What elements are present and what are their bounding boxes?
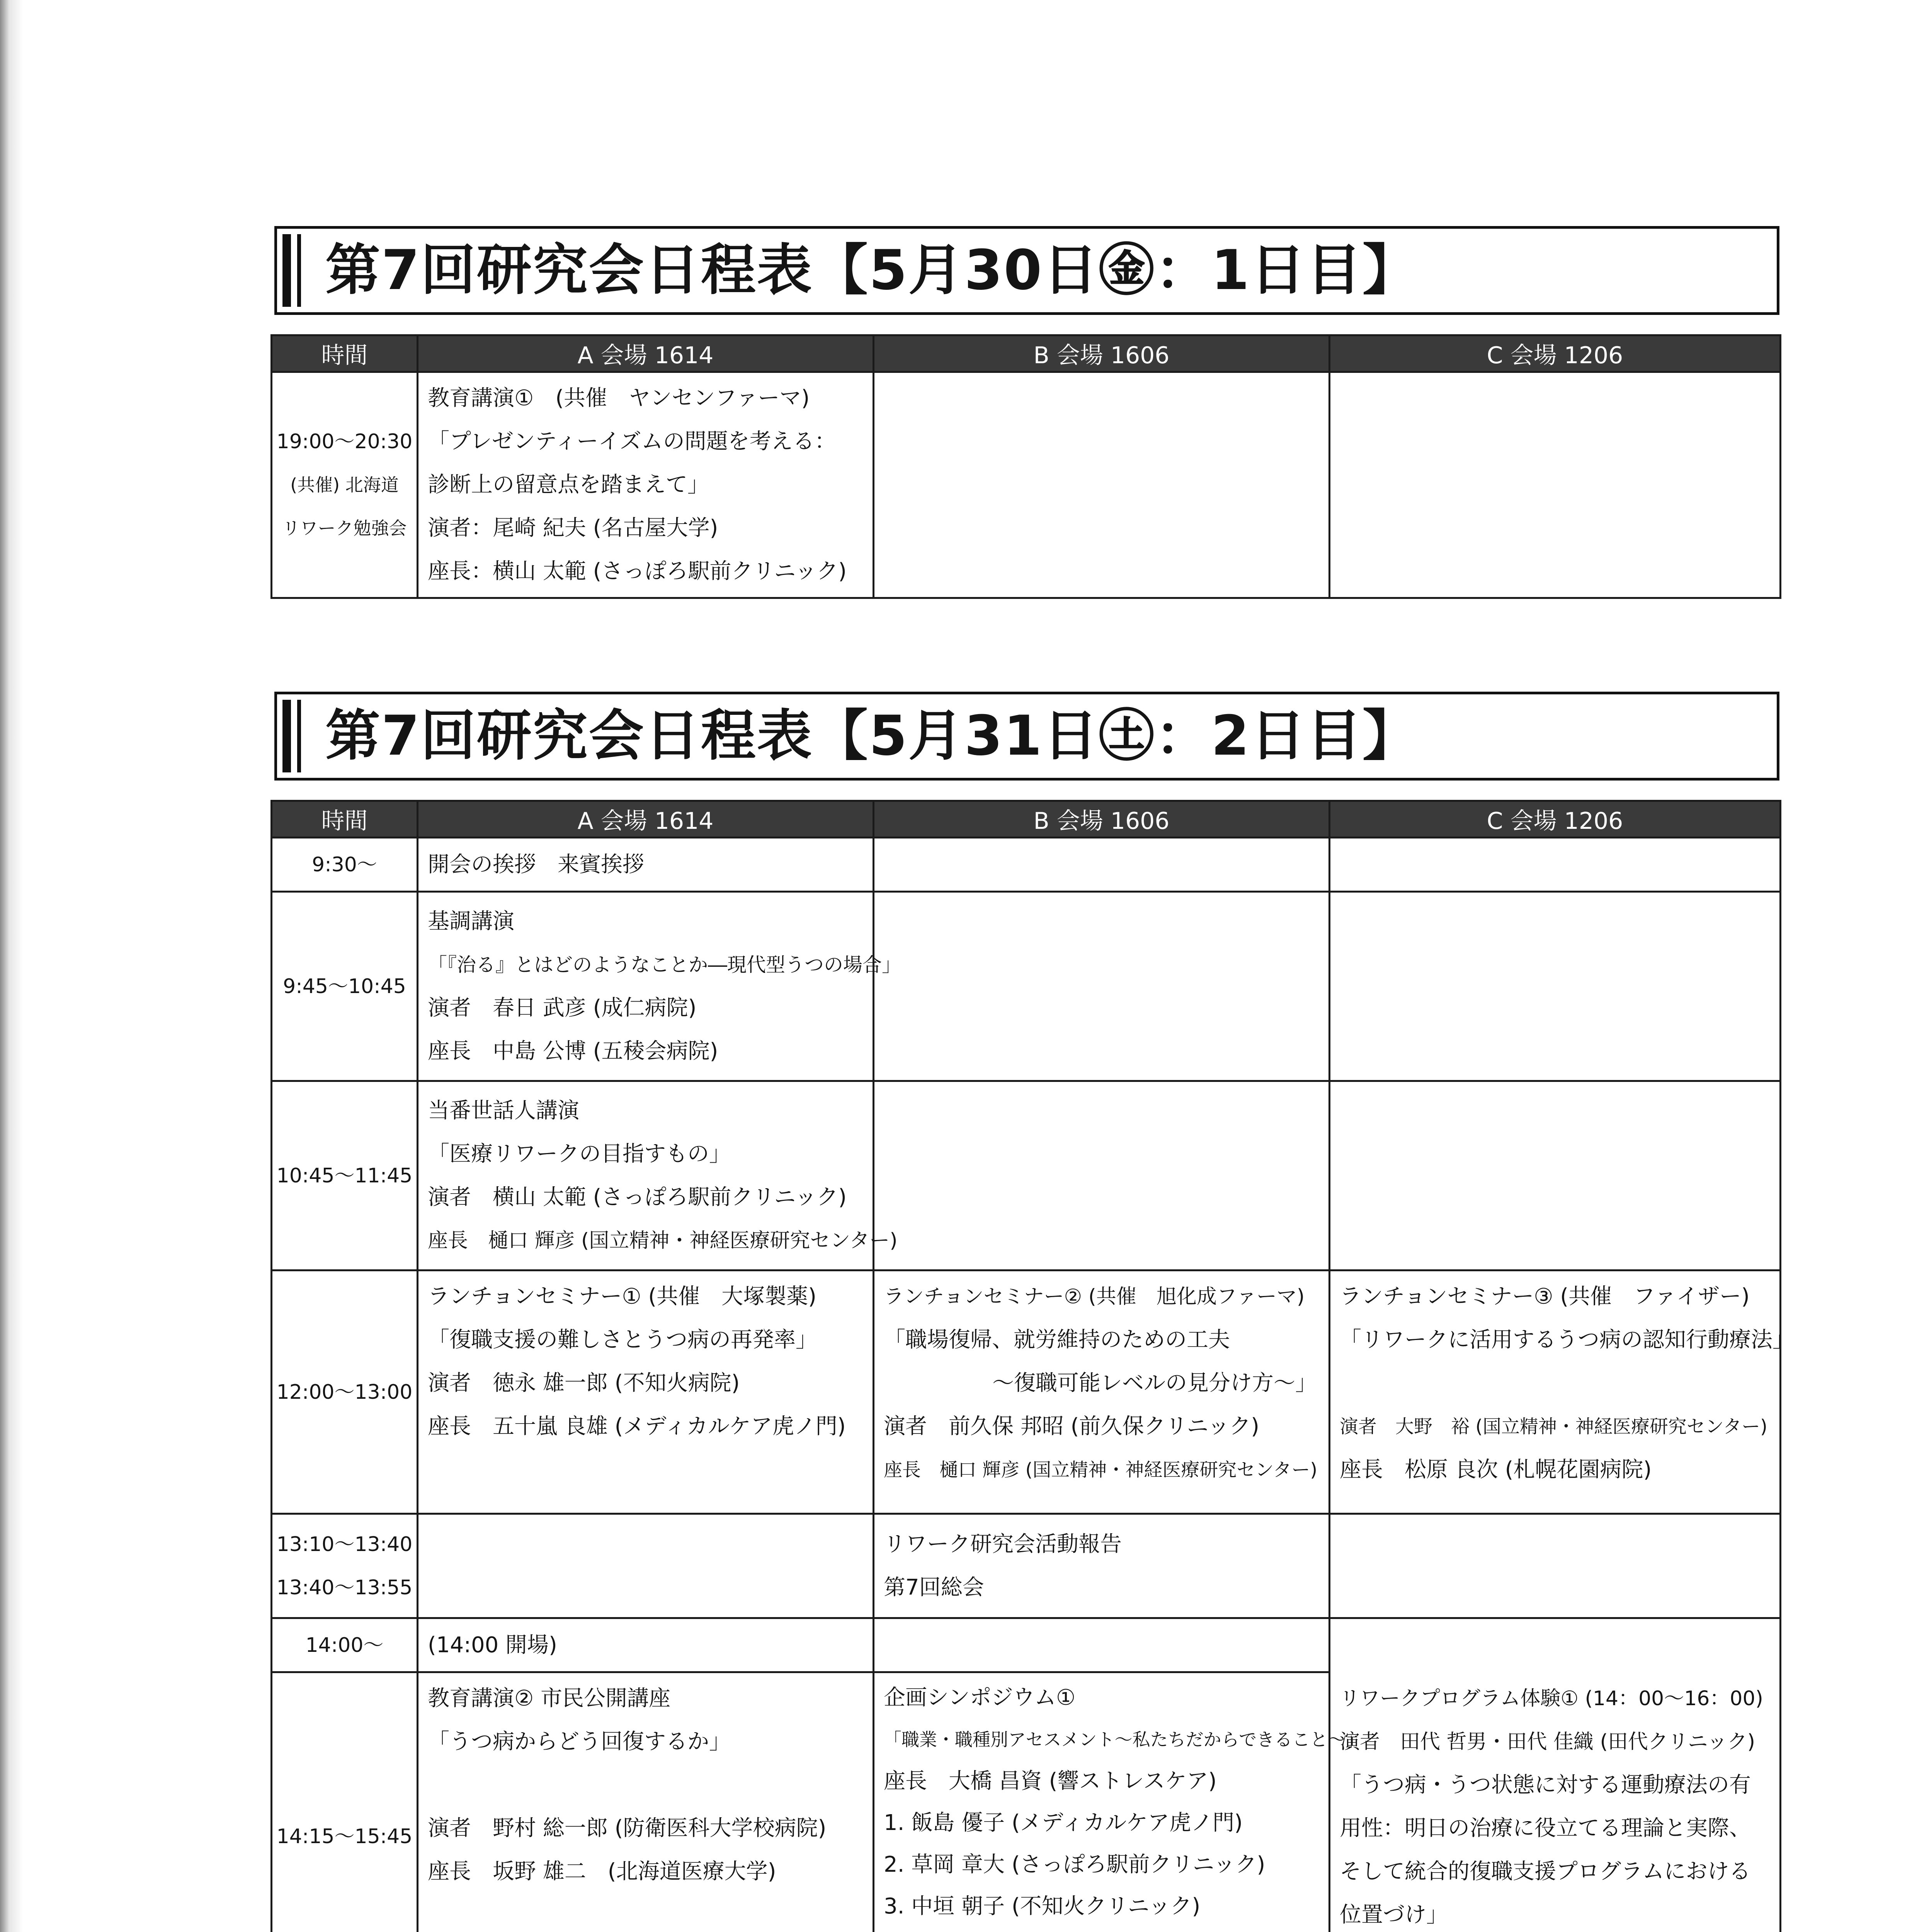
room-c-cell bbox=[1330, 1081, 1781, 1270]
session-line: 演者 徳永 雄一郎 (不知火病院) bbox=[428, 1371, 740, 1396]
room-c-cell bbox=[1330, 1514, 1781, 1618]
time-text: 13:40～13:55 bbox=[276, 1576, 413, 1599]
room-a-cell bbox=[418, 372, 874, 598]
room-c-cell bbox=[1330, 1618, 1781, 1932]
room-a-cell bbox=[418, 1270, 874, 1514]
session-line: 第7回総会 bbox=[884, 1575, 984, 1600]
session-line: 「プレゼンティーイズムの問題を考える： bbox=[428, 429, 836, 454]
banner-bar bbox=[297, 700, 301, 772]
table-row bbox=[272, 838, 1781, 892]
room-a-cell bbox=[418, 1618, 874, 1672]
banner-bar bbox=[297, 234, 301, 307]
session-line bbox=[884, 1927, 1321, 1932]
session-line: 「職業・職種別アセスメント～私たちだからできること～」 bbox=[884, 1729, 1364, 1750]
table-row bbox=[272, 892, 1781, 1081]
session-line: ランチョンセミナー① (共催 大塚製薬) bbox=[428, 1284, 817, 1309]
session-line: 演者：尾崎 紀夫 (名古屋大学) bbox=[428, 515, 718, 541]
room-b-cell bbox=[874, 1672, 1364, 1932]
time-text: 13:10～13:40 bbox=[276, 1532, 413, 1556]
room-a-cell bbox=[418, 1081, 898, 1270]
session-line: 演者 前久保 邦昭 (前久保クリニック) bbox=[884, 1414, 1259, 1439]
session-line: 「復職支援の難しさとうつ病の再発率」 bbox=[428, 1327, 817, 1352]
time-cell: 14:15～15:45 bbox=[272, 1672, 418, 1932]
header-room-c: C 会場 1206 bbox=[1330, 801, 1781, 838]
session-line: 座長：横山 太範 (さっぽろ駅前クリニック) bbox=[428, 559, 847, 584]
session-line: 3. 中垣 朝子 (不知火クリニック) bbox=[884, 1894, 1201, 1919]
session-line: 診断上の留意点を踏まえて」 bbox=[428, 472, 709, 497]
table-header-row bbox=[272, 335, 1781, 372]
session-line: 「『治る』とはどのようなことか―現代型うつの場合」 bbox=[428, 953, 901, 976]
session-line: 「うつ病からどう回復するか」 bbox=[428, 1729, 731, 1754]
header-room-c: C 会場 1206 bbox=[1330, 335, 1781, 372]
session-line bbox=[428, 1764, 865, 1807]
cohost-text: (共催) 北海道 bbox=[290, 474, 399, 495]
header-room-a: A 会場 1614 bbox=[418, 801, 874, 838]
session-line: 座長 大橋 昌資 (響ストレスケア) bbox=[884, 1769, 1217, 1794]
session-line: 演者 大野 裕 (国立精神・神経医療研究センター) bbox=[1340, 1416, 1767, 1437]
room-a-cell bbox=[418, 892, 901, 1081]
session-line: 座長 中島 公博 (五稜会病院) bbox=[428, 1038, 718, 1064]
session-line: リワーク研究会活動報告 bbox=[884, 1531, 1122, 1557]
session-line: 座長 松原 良次 (札幌花園病院) bbox=[1340, 1457, 1652, 1482]
session-line: ランチョンセミナー③ (共催 ファイザー) bbox=[1340, 1284, 1750, 1309]
binding-edge-shadow bbox=[0, 0, 23, 1932]
session-line: 位置づけ」 bbox=[1340, 1902, 1448, 1927]
table-row bbox=[272, 372, 1781, 598]
time-cell: 9:45～10:45 bbox=[272, 892, 418, 1081]
session-line: 当番世話人講演 bbox=[428, 1098, 579, 1123]
session-line: 座長 坂野 雄二 (北海道医療大学) bbox=[428, 1859, 776, 1884]
cohost-text: リワーク勉強会 bbox=[282, 518, 407, 539]
session-line: ～復職可能レベルの見分け方～」 bbox=[992, 1371, 1317, 1396]
session-line: (14:00 開場) bbox=[428, 1632, 557, 1658]
session-line: 座長 五十嵐 良雄 (メディカルケア虎ノ門) bbox=[428, 1414, 846, 1439]
session-line: 演者 春日 武彦 (成仁病院) bbox=[428, 995, 697, 1020]
room-c-cell bbox=[1330, 372, 1781, 598]
session-line: 開会の挨拶 来賓挨拶 bbox=[428, 852, 644, 877]
room-b-cell bbox=[874, 1081, 1330, 1270]
room-b-cell bbox=[874, 372, 1330, 598]
time-cell bbox=[272, 372, 418, 598]
session-line: 2. 草岡 章大 (さっぽろ駅前クリニック) bbox=[884, 1852, 1266, 1877]
room-a-cell bbox=[418, 1672, 874, 1932]
time-cell: 14:00～ bbox=[272, 1618, 418, 1672]
session-line: そして統合的復職支援プログラムにおける bbox=[1340, 1859, 1751, 1884]
header-time: 時間 bbox=[272, 801, 418, 838]
session-line: 座長 樋口 輝彦 (国立精神・神経医療研究センター) bbox=[428, 1229, 898, 1252]
room-a-cell bbox=[418, 838, 874, 892]
room-c-cell bbox=[1330, 1270, 1794, 1514]
header-room-b: B 会場 1606 bbox=[874, 801, 1330, 838]
day1-title: 第7回研究会日程表【5月30日㊎：1日目】 bbox=[325, 238, 1419, 302]
banner-bar bbox=[282, 234, 291, 307]
session-line: 演者 横山 太範 (さっぽろ駅前クリニック) bbox=[428, 1184, 847, 1210]
session-line: 企画シンポジウム① bbox=[884, 1685, 1076, 1710]
table-row bbox=[272, 1618, 1781, 1672]
session-line: 「うつ病・うつ状態に対する運動療法の有 bbox=[1340, 1772, 1751, 1798]
session-line: 「リワークに活用するうつ病の認知行動療法」 bbox=[1340, 1327, 1794, 1352]
room-b-cell bbox=[874, 1618, 1330, 1672]
session-line: 1. 飯島 優子 (メディカルケア虎ノ門) bbox=[884, 1810, 1243, 1835]
table-row bbox=[272, 1514, 1781, 1618]
room-b-cell bbox=[874, 1270, 1330, 1514]
session-line: 教育講演② 市民公開講座 bbox=[428, 1686, 671, 1711]
header-time: 時間 bbox=[272, 335, 418, 372]
room-c-cell bbox=[1330, 838, 1781, 892]
room-b-cell bbox=[874, 838, 1330, 892]
session-line: 「職場復帰、就労維持のための工夫 bbox=[884, 1327, 1230, 1352]
session-line: 演者 野村 総一郎 (防衛医科大学校病院) bbox=[428, 1816, 827, 1841]
time-cell bbox=[272, 1514, 418, 1618]
room-b-cell bbox=[874, 892, 1330, 1081]
banner-bar bbox=[282, 700, 291, 772]
time-cell: 10:45～11:45 bbox=[272, 1081, 418, 1270]
day1-schedule-table bbox=[270, 334, 1781, 599]
session-line: 用性：明日の治療に役立てる理論と実際、 bbox=[1340, 1816, 1751, 1841]
day2-schedule-table bbox=[270, 800, 1794, 1932]
session-line: 基調講演 bbox=[428, 908, 514, 934]
room-b-cell bbox=[874, 1514, 1330, 1618]
header-room-a: A 会場 1614 bbox=[418, 335, 874, 372]
session-line: 教育講演① (共催 ヤンセンファーマ) bbox=[428, 386, 810, 411]
table-row bbox=[272, 1270, 1781, 1514]
room-c-cell bbox=[1330, 892, 1781, 1081]
session-line: 座長 樋口 輝彦 (国立精神・神経医療研究センター) bbox=[884, 1459, 1318, 1481]
time-text: 19:00～20:30 bbox=[276, 430, 413, 453]
session-line: リワークプログラム体験① (14：00～16：00) bbox=[1340, 1687, 1763, 1710]
session-line bbox=[1340, 1362, 1772, 1405]
room-a-cell bbox=[418, 1514, 874, 1618]
table-header-row bbox=[272, 801, 1781, 838]
session-line: 「医療リワークの目指すもの」 bbox=[428, 1141, 731, 1167]
day1-title-banner bbox=[274, 226, 1779, 315]
time-cell: 12:00～13:00 bbox=[272, 1270, 418, 1514]
header-room-b: B 会場 1606 bbox=[874, 335, 1330, 372]
session-line: 演者 田代 哲男・田代 佳織 (田代クリニック) bbox=[1340, 1730, 1755, 1753]
day2-title: 第7回研究会日程表【5月31日㊏：2日目】 bbox=[325, 704, 1419, 768]
table-row bbox=[272, 1081, 1781, 1270]
day2-title-banner bbox=[274, 692, 1779, 781]
time-cell: 9:30～ bbox=[272, 838, 418, 892]
session-line: ランチョンセミナー② (共催 旭化成ファーマ) bbox=[884, 1285, 1305, 1308]
